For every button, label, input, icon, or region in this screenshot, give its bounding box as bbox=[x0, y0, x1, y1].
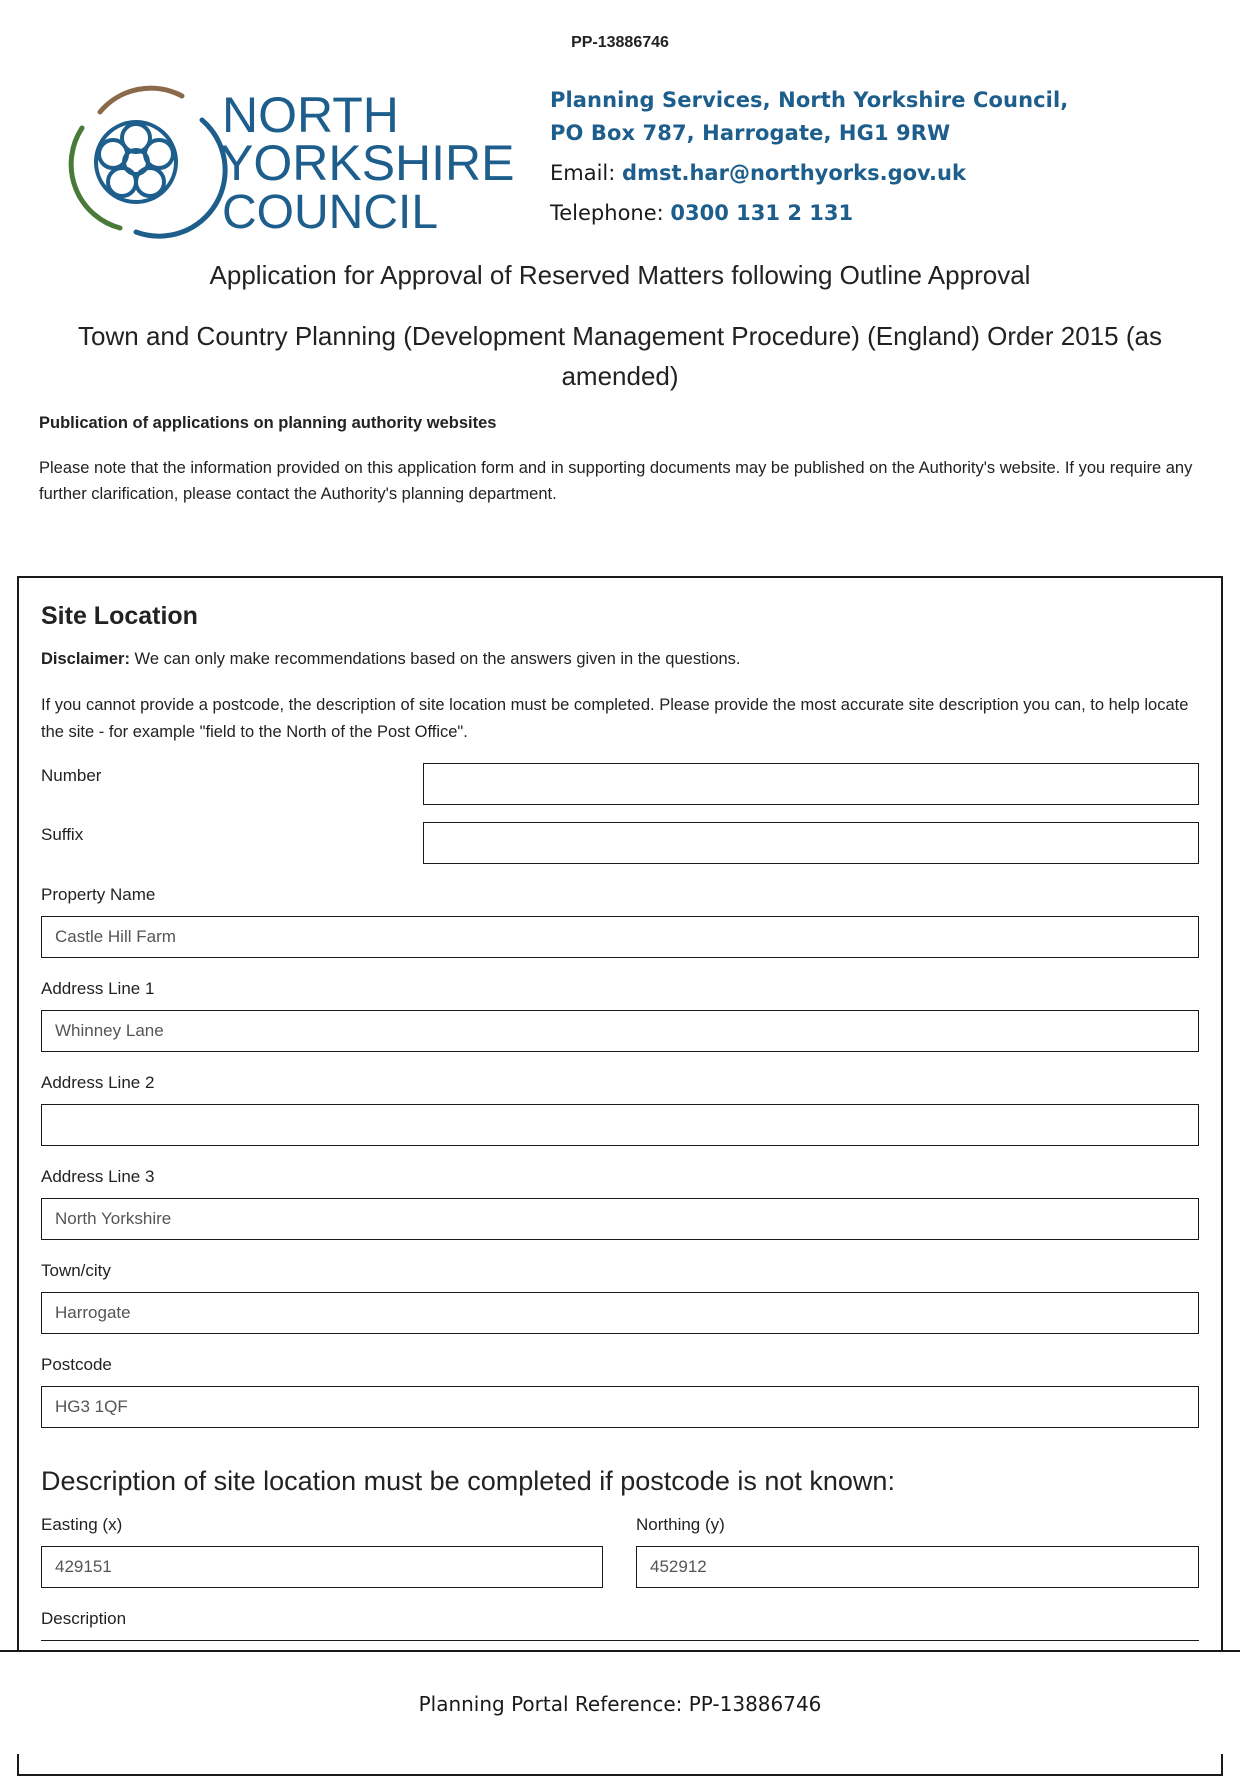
contact-email bbox=[550, 158, 1068, 188]
publication-text: Please note that the information provided on this application form and in supporting documents may be published on the Authority's website. If you require any further clarification, please contact the Authority's planning department. bbox=[39, 459, 1193, 503]
suffix-label: Suffix bbox=[41, 825, 84, 844]
northing-label: Northing (y) bbox=[636, 1515, 725, 1534]
logo-line1: NORTH bbox=[222, 87, 399, 143]
council-logo bbox=[60, 80, 520, 240]
easting-label: Easting (x) bbox=[41, 1515, 123, 1534]
disclaimer-label: Disclaimer: bbox=[41, 650, 130, 668]
site-location-title: Site Location bbox=[41, 602, 198, 630]
suffix-input[interactable] bbox=[423, 822, 1199, 864]
contact-address-line1: Planning Services, North Yorkshire Council, bbox=[550, 88, 1069, 112]
form-title: Application for Approval of Reserved Matters following Outline Approval bbox=[209, 260, 1031, 290]
description-label: Description bbox=[41, 1609, 127, 1628]
town-city-input[interactable] bbox=[41, 1292, 1199, 1334]
contact-telephone bbox=[550, 198, 1068, 228]
site-location-info: If you cannot provide a postcode, the description of site location must be completed. Please provide the most accurate site description you can, to help locate the site - for example "field to the North of the Post Office". bbox=[41, 696, 1189, 741]
property-name-label: Property Name bbox=[41, 885, 156, 904]
town-city-label: Town/city bbox=[41, 1261, 111, 1280]
address-line3-input[interactable] bbox=[41, 1198, 1199, 1240]
address-line3-label: Address Line 3 bbox=[41, 1167, 155, 1186]
description-heading: Description of site location must be completed if postcode is not known: bbox=[41, 1466, 895, 1496]
reference-number: PP-13886746 bbox=[571, 34, 669, 51]
address-line1-label: Address Line 1 bbox=[41, 979, 155, 998]
contact-details bbox=[550, 84, 1068, 228]
northing-input[interactable] bbox=[636, 1546, 1199, 1588]
logo-line3: COUNCIL bbox=[222, 186, 439, 239]
description-textarea[interactable] bbox=[41, 1640, 1199, 1650]
telephone-label: Telephone: bbox=[550, 201, 664, 225]
address-line2-input[interactable] bbox=[41, 1104, 1199, 1146]
contact-address-line2: PO Box 787, Harrogate, HG1 9RW bbox=[550, 121, 951, 145]
email-link[interactable]: dmst.har@northyorks.gov.uk bbox=[622, 161, 966, 185]
publication-heading: Publication of applications on planning authority websites bbox=[39, 414, 497, 432]
email-label: Email: bbox=[550, 161, 616, 185]
postcode-label: Postcode bbox=[41, 1355, 112, 1374]
address-line2-label: Address Line 2 bbox=[41, 1073, 155, 1092]
easting-input[interactable] bbox=[41, 1546, 603, 1588]
number-input[interactable] bbox=[423, 763, 1199, 805]
logo-line2: YORKSHIRE bbox=[220, 135, 515, 191]
property-name-input[interactable] bbox=[41, 916, 1199, 958]
footer-reference: Planning Portal Reference: PP-13886746 bbox=[418, 1692, 822, 1716]
address-line1-input[interactable] bbox=[41, 1010, 1199, 1052]
regulation-title: Town and Country Planning (Development Management Procedure) (England) Order 2015 (as amended) bbox=[78, 321, 1162, 391]
telephone-value: 0300 131 2 131 bbox=[670, 201, 854, 225]
number-label: Number bbox=[41, 766, 102, 785]
footer-divider bbox=[0, 1650, 1240, 1652]
disclaimer-text: We can only make recommendations based on the answers given in the questions. bbox=[129, 650, 741, 668]
postcode-input[interactable] bbox=[41, 1386, 1199, 1428]
site-location-panel bbox=[17, 576, 1223, 1776]
disclaimer bbox=[41, 650, 741, 669]
